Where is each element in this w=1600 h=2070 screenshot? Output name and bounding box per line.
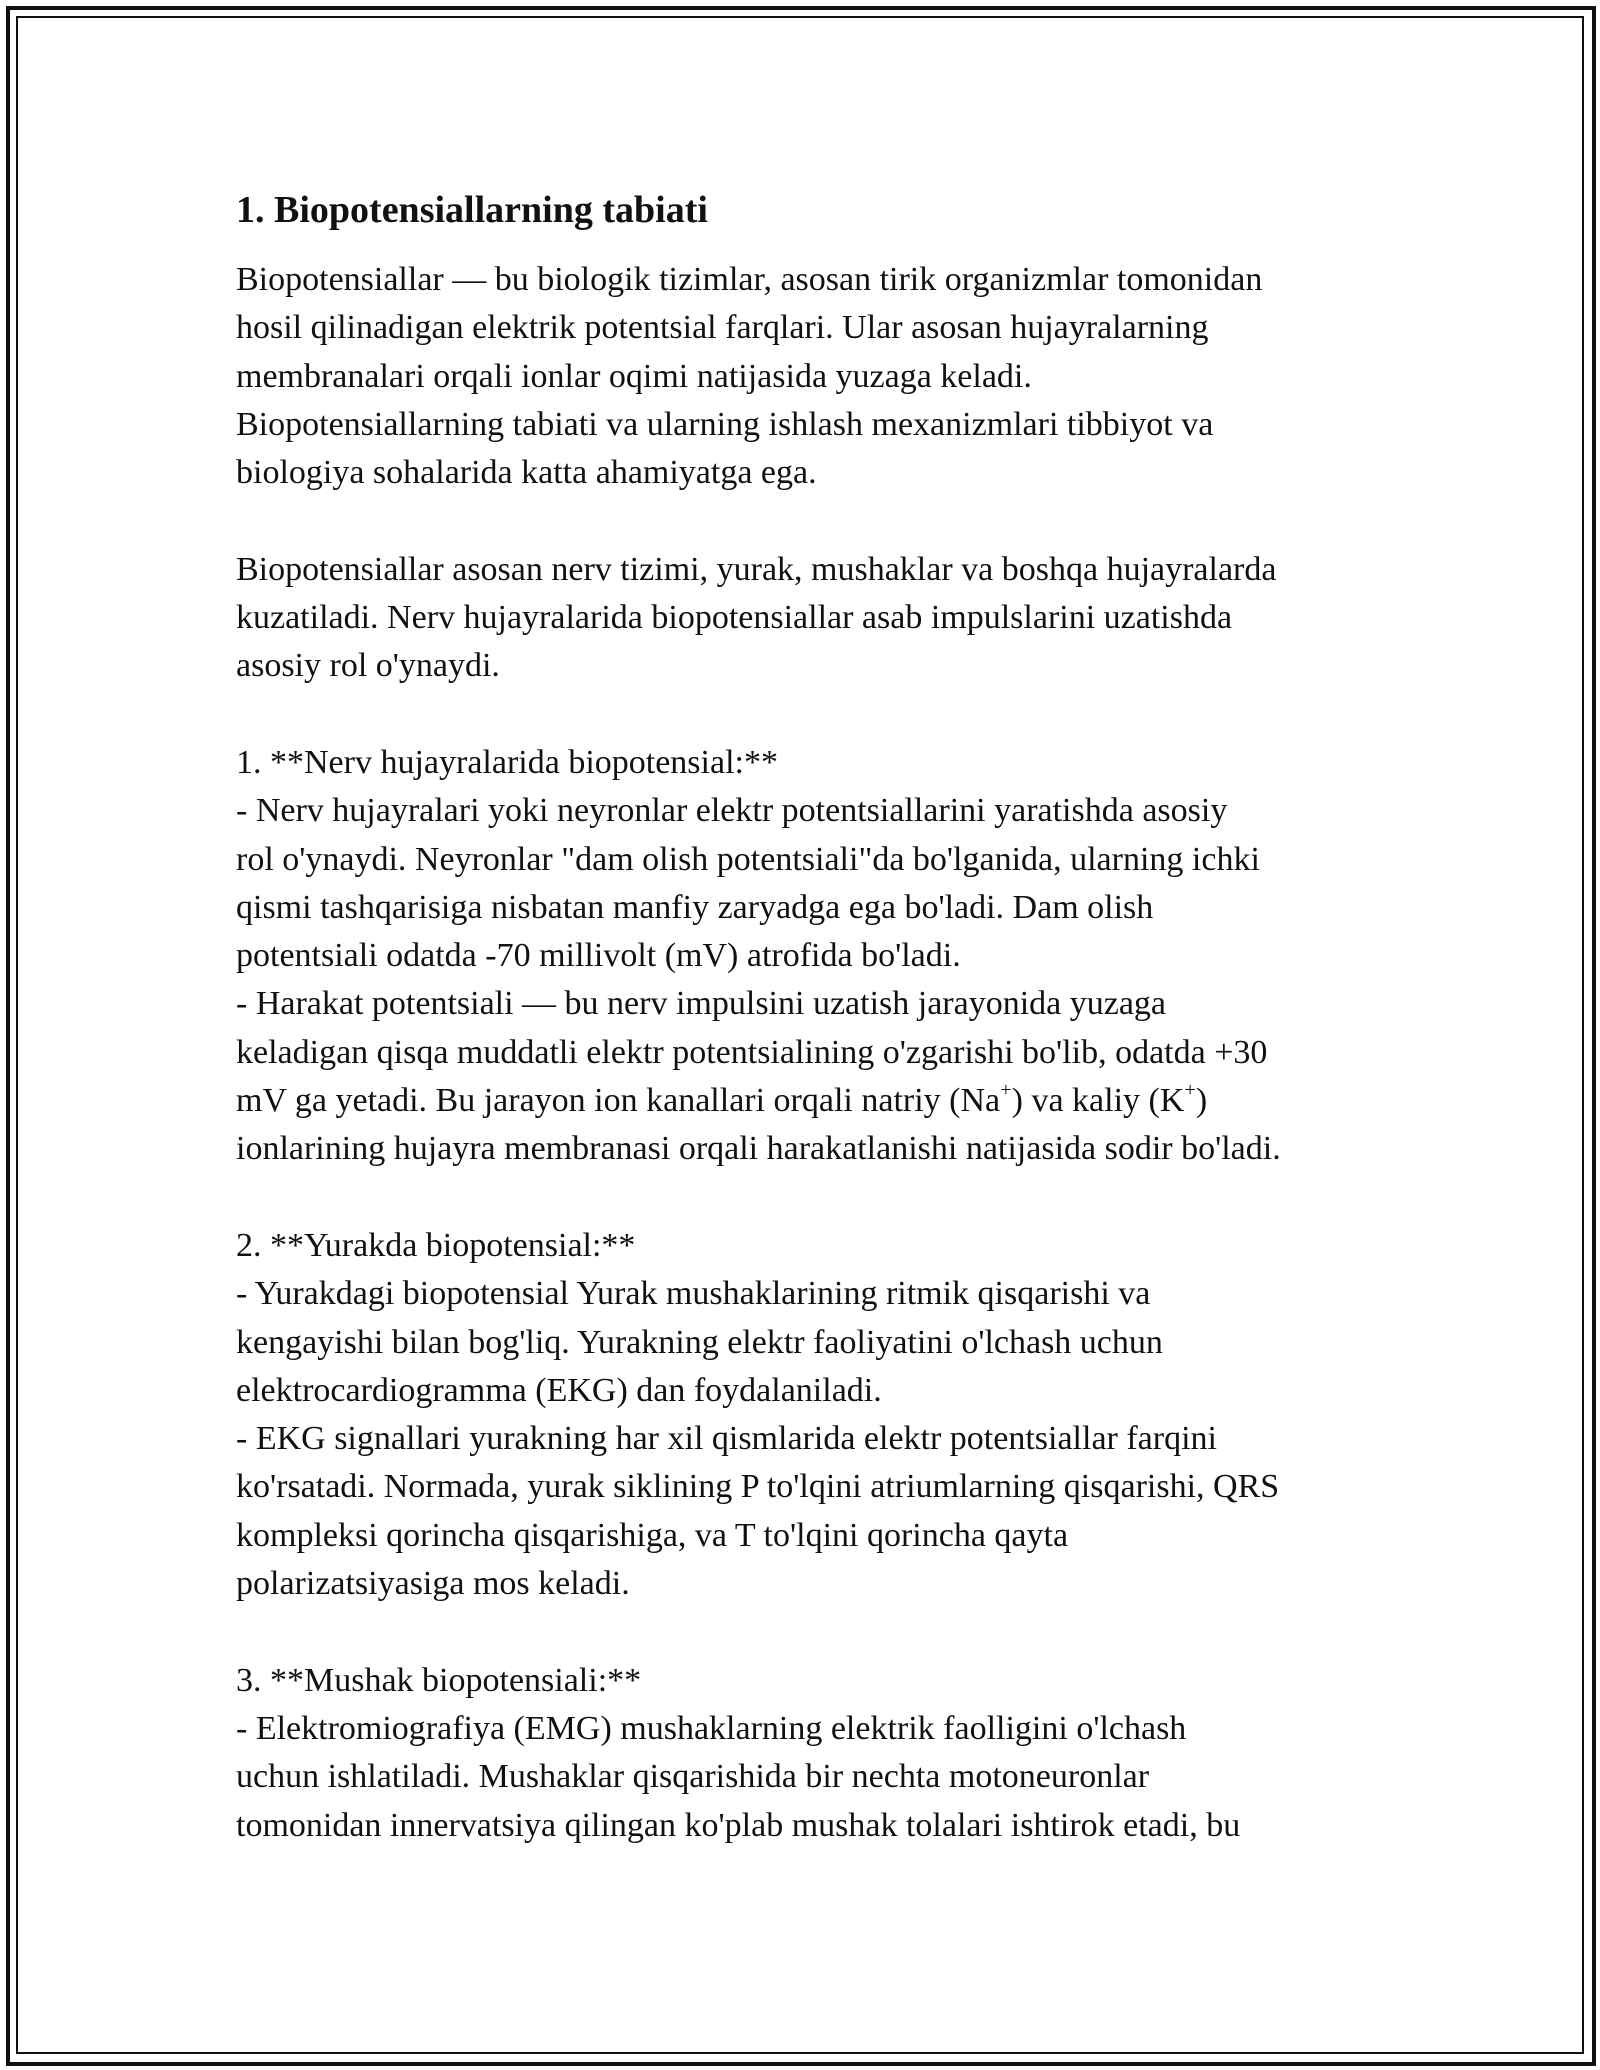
section-heading: 1. Biopotensiallarning tabiati	[236, 189, 708, 231]
sodium-charge-sup: +	[1000, 1078, 1012, 1101]
muscle-section-title: 3. **Mushak biopotensiali:**	[236, 1661, 642, 1699]
paragraph-gap	[236, 1608, 1386, 1656]
overview-paragraph: Biopotensiallar asosan nerv tizimi, yurak, mushaklar va boshqa hujayralarda kuzatiladi. Nerv hujayralarida biopotensiallar asab impulslarini uzatishda asosiy rol o'ynaydi.	[236, 550, 1277, 685]
emg-item: - Elektromiografiya (EMG) mushaklarning elektrik faolligini o'lchash uchun ishlatiladi. Mushaklar qisqarishida bir nechta motoneuronlar tomonidan innervatsiya qilingan ko'plab mushak tolalari ishtirok etadi, bu	[236, 1709, 1241, 1844]
action-potential-text-c: ) ionlarining hujayra membranasi orqali harakatlanishi natijasida sodir bo'ladi.	[236, 1082, 1281, 1168]
action-potential-text-b: ) va kaliy (K	[1011, 1082, 1185, 1120]
document-body	[236, 186, 1386, 1850]
heart-section-title: 2. **Yurakda biopotensial:**	[236, 1226, 636, 1264]
paragraph-gap	[236, 691, 1386, 739]
nerve-action-potential-item	[236, 980, 1386, 1173]
nerve-section-title: 1. **Nerv hujayralarida biopotensial:**	[236, 743, 778, 781]
paragraph-gap	[236, 1174, 1386, 1222]
potassium-charge-sup: +	[1184, 1078, 1196, 1101]
paragraph-gap	[236, 497, 1386, 545]
nerve-resting-potential-item: - Nerv hujayralari yoki neyronlar elektr potentsiallarini yaratishda asosiy rol o'ynaydi. Neyronlar "dam olish potentsiali"da bo'lganida, ularning ichki qismi tashqarisiga nisbatan manfiy zaryadga ega bo'ladi. Dam olish potentsiali odatda -70 millivolt (mV) atrofida bo'ladi.	[236, 792, 1260, 975]
intro-paragraph: Biopotensiallar — bu biologik tizimlar, asosan tirik organizmlar tomonidan hosil qilinadigan elektrik potentsial farqlari. Ular asosan hujayralarning membranalari orqali ionlar oqimi natijasida yuzaga keladi. Biopotensiallarning tabiati va ularning ishlash mexanizmlari tibbiyot va biologiya sohalarida katta ahamiyatga ega.	[236, 261, 1263, 492]
heart-rhythm-item: - Yurakdagi biopotensial Yurak mushaklarining ritmik qisqarishi va kengayishi bilan bog'liq. Yurakning elektr faoliyatini o'lchash uchun elektrocardiogramma (EKG) dan foydalaniladi.	[236, 1275, 1163, 1409]
action-potential-text-a: - Harakat potentsiali — bu nerv impulsini uzatish jarayonida yuzaga keladigan qisqa muddatli elektr potentsialining o'zgarishi bo'lib, odatda +30 mV ga yetadi. Bu jarayon ion kanallari orqali natriy (Na	[236, 985, 1268, 1120]
ekg-signals-item: - EKG signallari yurakning har xil qismlarida elektr potentsiallar farqini ko'rsatadi. Normada, yurak siklining P to'lqini atriumlarning qisqarishi, QRS kompleksi qorincha qisqarishiga, va T to'lqini qorincha qayta polarizatsiyasiga mos keladi.	[236, 1420, 1280, 1603]
